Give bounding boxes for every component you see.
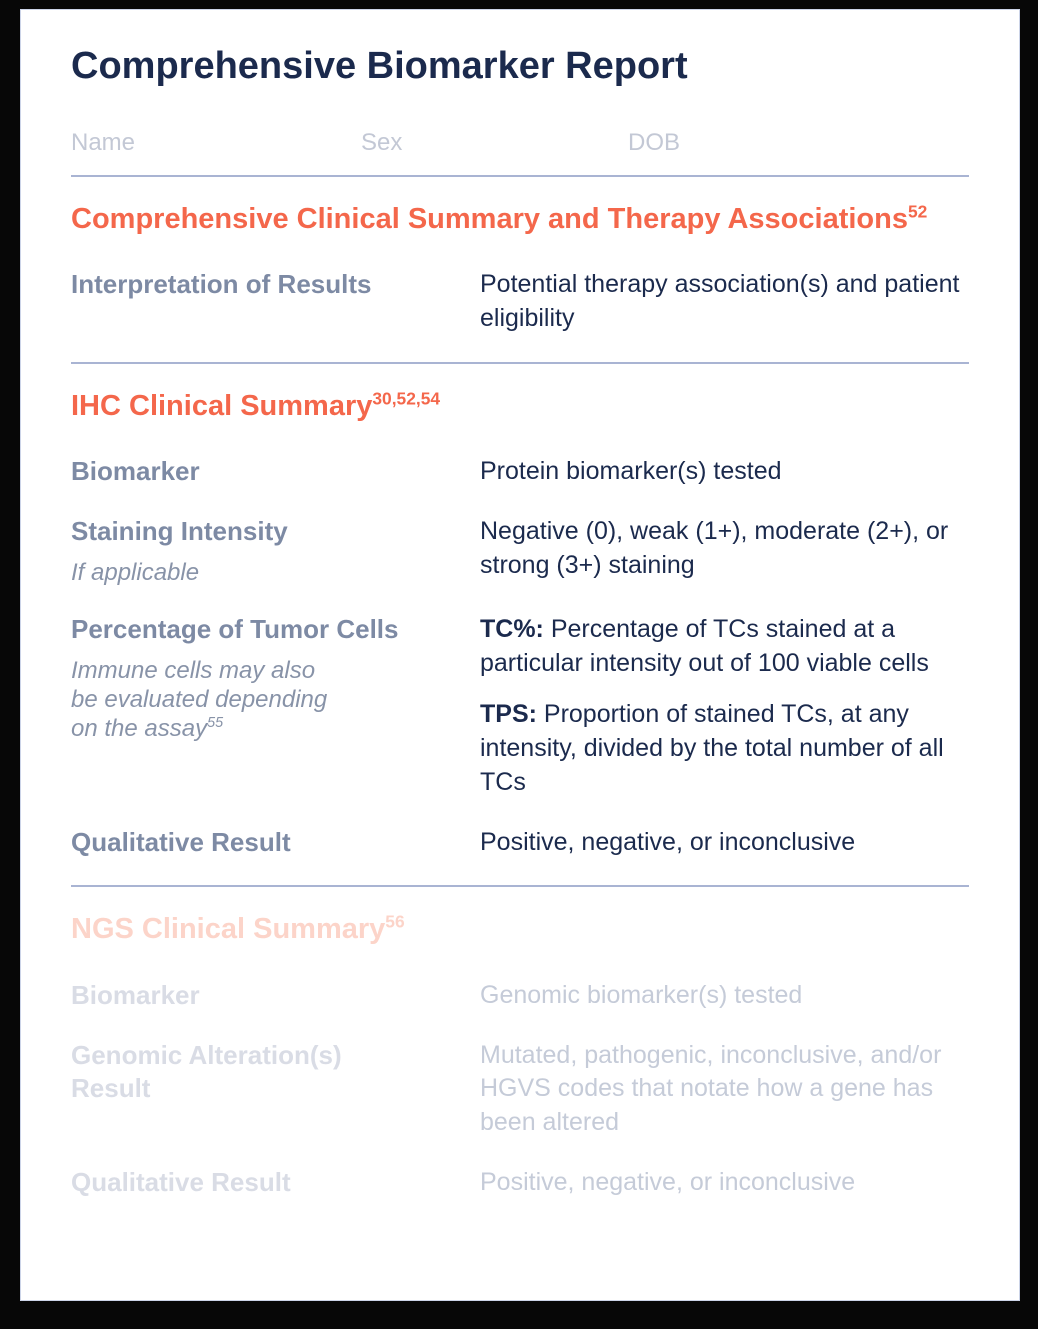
row-label: Biomarker [71,979,200,1010]
row-value-paragraph: TC%: Percentage of TCs stained at a particular intensity out of 100 viable cells [480,614,929,677]
report-row [71,515,969,587]
row-value-column [480,1166,967,1200]
row-value-column [480,826,967,860]
row-value-paragraph: TPS: Proportion of stained TCs, at any intensity, divided by the total number of all TCs [480,700,944,796]
row-value-paragraph: Negative (0), weak (1+), moderate (2+), or strong (3+) staining [480,516,949,579]
row-label: Qualitative Result [71,1166,291,1197]
row-value-bold-lead: TPS: [480,700,537,729]
row-label-column [71,979,480,1013]
row-value-paragraph: Potential therapy association(s) and patient eligibility [480,270,960,332]
row-label: Interpretation of Results [71,269,372,300]
report-page [20,9,1020,1301]
row-value-paragraph: Protein biomarker(s) tested [480,457,782,486]
row-value-column [480,515,967,587]
report-section [71,362,969,860]
row-value-column [480,1039,967,1140]
patient-name-field-label: Name [71,128,136,156]
row-value-column [480,979,967,1013]
report-row [71,826,969,860]
row-label-column [71,1039,480,1140]
row-value-paragraph: Mutated, pathogenic, inconclusive, and/or HGVS codes that notate how a gene has been altered [480,1040,942,1137]
row-note [71,558,347,587]
patient-dob-field-label: DOB [628,128,681,156]
row-label: Percentage of Tumor Cells [71,613,399,644]
row-value-column [480,268,967,336]
row-value-paragraph: Positive, negative, or inconclusive [480,1167,856,1196]
section-heading-text: NGS Clinical Summary [71,913,386,946]
row-value-column [480,455,967,489]
row-note-text: If applicable [71,558,200,586]
row-label-column [71,515,480,587]
row-note-superscript: 55 [207,715,224,732]
report-row [71,268,969,336]
report-row [71,979,969,1013]
row-label-column [71,268,480,336]
section-divider [71,175,969,177]
section-heading [71,203,969,236]
section-rows [71,455,969,859]
row-label: Staining Intensity [71,515,288,546]
row-value-column [480,613,967,800]
section-divider [71,885,969,887]
report-sections [71,175,969,1200]
row-label-column [71,613,480,800]
report-section [71,885,969,1199]
row-note [71,656,347,744]
section-rows [71,268,969,336]
row-note-text: Immune cells may also be evaluated depending on the assay [71,656,328,743]
patient-sex-field-label: Sex [361,128,403,156]
row-label: Biomarker [71,456,200,487]
report-row [71,613,969,800]
section-rows [71,979,969,1200]
section-heading-superscript: 30,52,54 [372,388,441,409]
section-heading-text: Comprehensive Clinical Summary and Therapy Associations [71,202,908,235]
row-value-bold-lead: TC%: [480,614,544,643]
row-label: Qualitative Result [71,826,291,857]
report-row [71,455,969,489]
report-title: Comprehensive Biomarker Report [71,45,688,87]
section-divider [71,362,969,364]
section-heading [71,913,969,946]
row-label-column [71,455,480,489]
section-heading-text: IHC Clinical Summary [71,389,373,422]
report-section [71,175,969,336]
row-value-paragraph: Positive, negative, or inconclusive [480,827,856,856]
row-label-column [71,826,480,860]
report-row [71,1166,969,1200]
row-label: Genomic Alteration(s) Result [71,1039,342,1104]
report-row [71,1039,969,1140]
section-heading-superscript: 52 [907,201,928,222]
patient-fields-row [71,129,969,157]
section-heading [71,390,969,423]
row-value-paragraph: Genomic biomarker(s) tested [480,980,803,1009]
row-label-column [71,1166,480,1200]
section-heading-superscript: 56 [385,911,405,932]
